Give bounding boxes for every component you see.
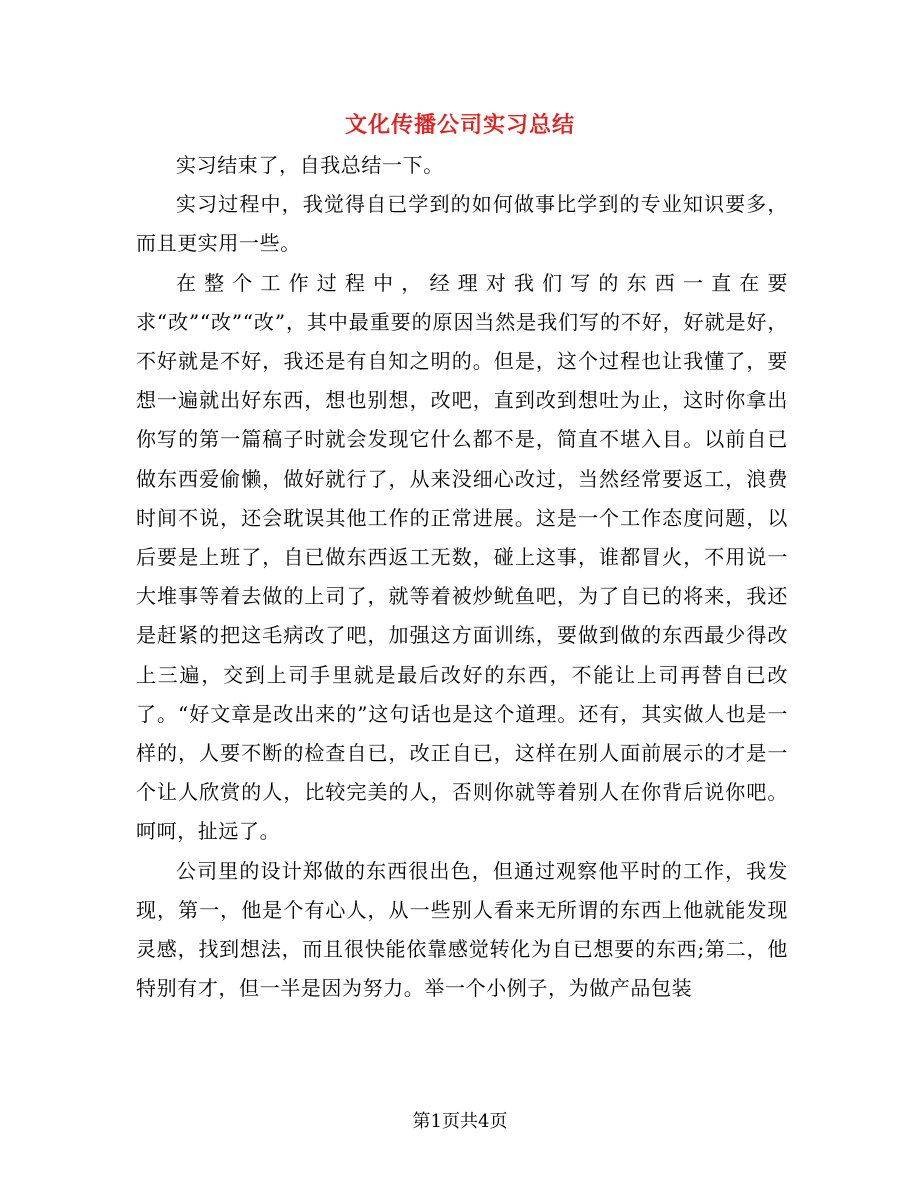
document-body	[136, 146, 788, 1008]
document-title: 文化传播公司实习总结	[344, 112, 575, 138]
paragraph: 实习结束了，自我总结一下。	[176, 153, 444, 177]
paragraph: 在整个工作过程中，经理对我们写的东西一直在要求“改”“改”“改”，其中最重要的原因当然是我们写的不好，好就是好，不好就是不好，我还是有自知之明的。但是，这个过程也让我懂了，要想一遍就出好东西，想也别想，改吧，直到改到想吐为止，这时你拿出你写的第一篇稿子时就会发现它什么都不是，简直不堪入目。以前自已做东西爱偷懒，做好就行了，从来没细心改过，当然经常要返工，浪费时间不说，还会耽误其他工作的正常进展。这是一个工作态度问题，以后要是上班了，自已做东西返工无数，碰上这事，谁都冒火，不用说一大堆事等着去做的上司了，就等着被炒鱿鱼吧，为了自已的将来，我还是赶紧的把这毛病改了吧，加强这方面训练，要做到做的东西最少得改上三遍，交到上司手里就是最后改好的东西，不能让上司再替自已改了。“好文章是改出来的”这句话也是这个道理。还有，其实做人也是一样的，人要不断的检查自已，改正自已，这样在别人面前展示的才是一个让人欣赏的人，比较完美的人，否则你就等着别人在你背后说你吧。呵呵，扯远了。	[136, 270, 788, 844]
paragraph: 实习过程中，我觉得自已学到的如何做事比学到的专业知识要多，而且更实用一些。	[136, 192, 788, 256]
paragraph: 公司里的设计郑做的东西很出色，但通过观察他平时的工作，我发现，第一，他是个有心人，从一些别人看来无所谓的东西上他就能发现灵感，找到想法，而且很快能依靠感觉转化为自已想要的东西;第二，他特别有才，但一半是因为努力。举一个小例子，为做产品包装	[136, 858, 788, 1001]
page-footer: 第1页共4页	[412, 1111, 508, 1132]
